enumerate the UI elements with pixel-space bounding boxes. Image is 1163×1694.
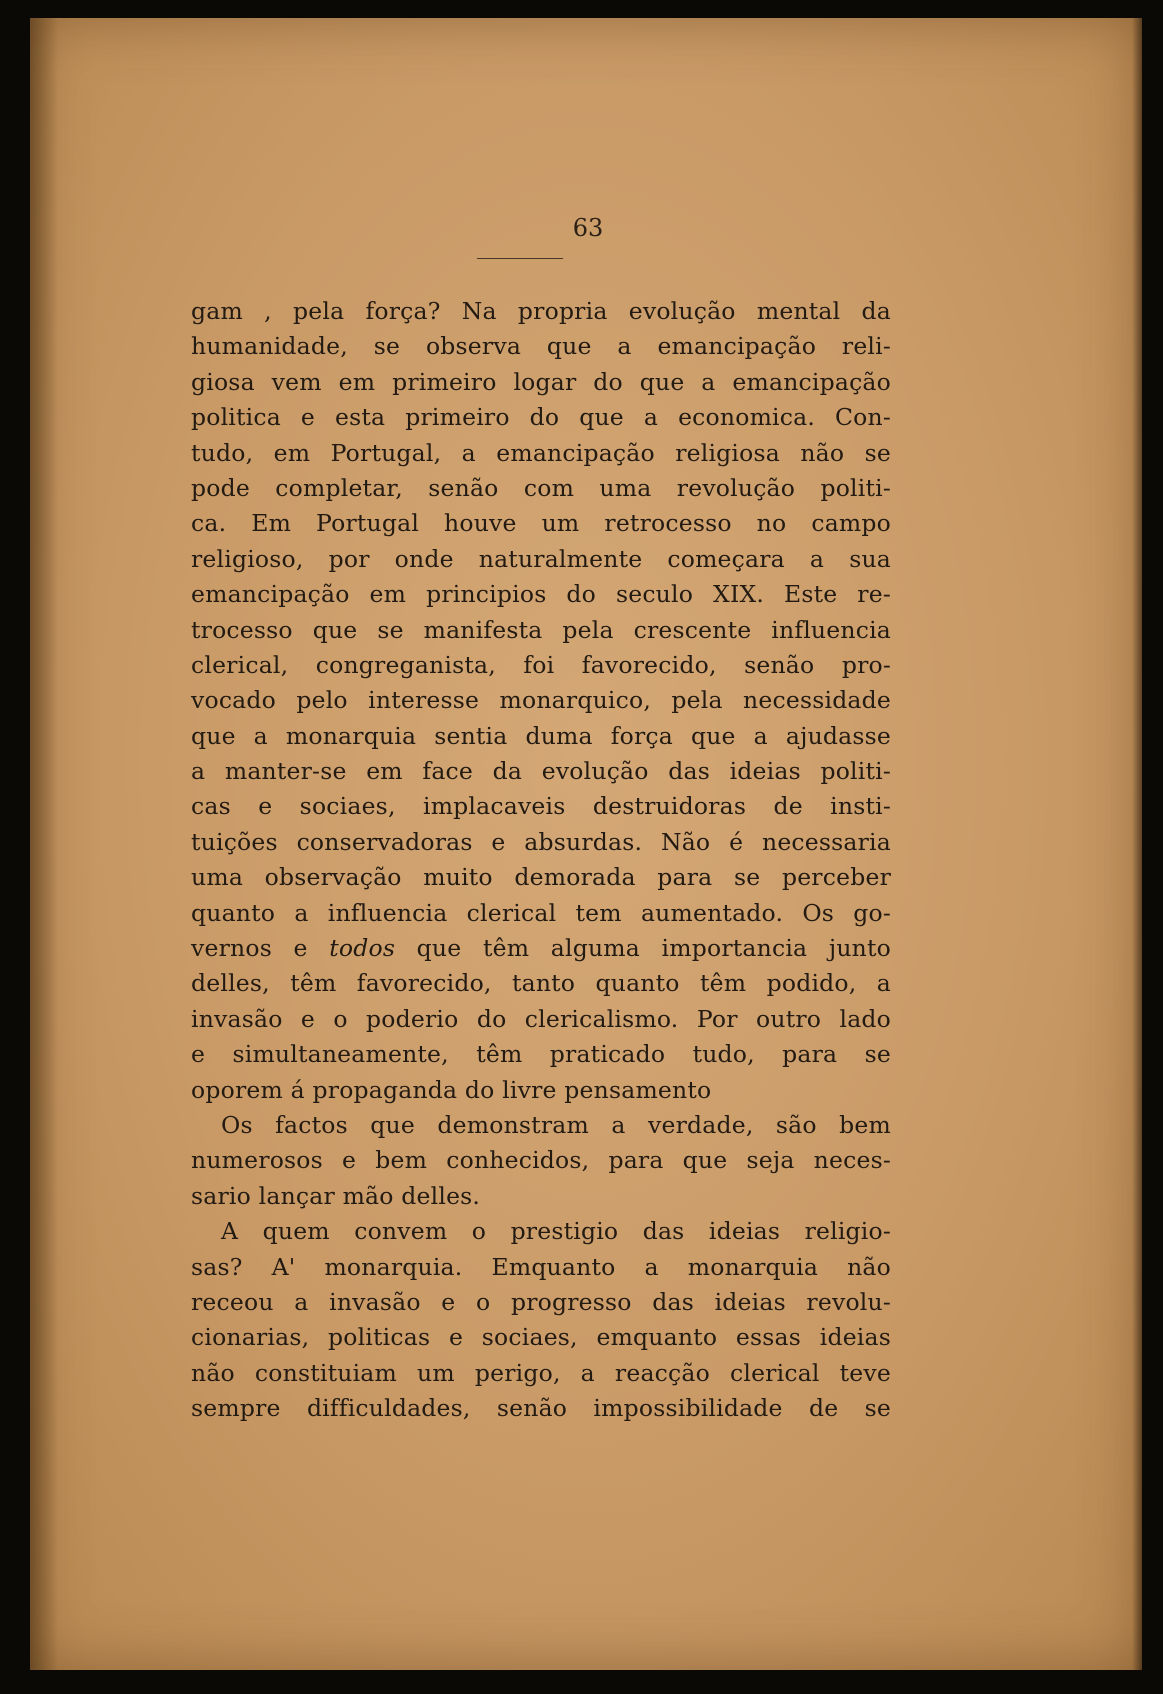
text-line: sempre difficuldades, senão impossibilidade de se xyxy=(191,1394,891,1423)
text-line: oporem á propaganda do livre pensamento xyxy=(191,1075,712,1104)
text-line: tudo, em Portugal, a emancipação religiosa não se xyxy=(191,438,891,467)
text-line: que a monarquia sentia duma força que a ajudasse xyxy=(191,721,891,750)
text-line: tuições conservadoras e absurdas. Não é necessaria xyxy=(191,827,891,856)
text-line-indented: A quem convem o prestigio das ideias religio- xyxy=(221,1217,891,1246)
text-line: humanidade, se observa que a emancipação reli- xyxy=(191,332,891,361)
text-line: vocado pelo interesse monarquico, pela necessidade xyxy=(191,686,891,715)
text-line: gam , pela força? Na propria evolução mental da xyxy=(191,297,891,325)
text-line: religioso, por onde naturalmente começara a sua xyxy=(191,544,891,573)
text-line-indented: Os factos que demonstram a verdade, são bem xyxy=(221,1110,891,1139)
text-line: sario lançar mão delles. xyxy=(191,1181,481,1210)
text-line: pode completar, senão com uma revolução politi- xyxy=(191,473,891,502)
text-line: trocesso que se manifesta pela crescente influencia xyxy=(191,615,891,644)
text-line: ca. Em Portugal houve um retrocesso no campo xyxy=(191,509,891,538)
text-line: cionarias, politicas e sociaes, emquanto essas ideias xyxy=(191,1323,891,1352)
text-line: a manter-se em face da evolução das ideias politi- xyxy=(191,757,891,786)
text-segment: vernos e xyxy=(191,934,330,963)
text-line: quanto a influencia clerical tem aumentado. Os go- xyxy=(191,898,891,927)
book-page xyxy=(30,18,1142,1670)
text-line-with-italic xyxy=(191,931,891,966)
header-rule xyxy=(477,258,563,259)
text-line: giosa vem em primeiro logar do que a emancipação xyxy=(191,367,891,396)
text-line: cas e sociaes, implacaveis destruidoras de insti- xyxy=(191,792,891,821)
text-line: clerical, congreganista, foi favorecido, senão pro- xyxy=(191,650,891,679)
body-text xyxy=(191,294,891,1427)
text-line: receou a invasão e o progresso das ideias revolu- xyxy=(191,1287,891,1316)
text-line: uma observação muito demorada para se perceber xyxy=(191,863,891,892)
text-line: e simultaneamente, têm praticado tudo, para se xyxy=(191,1040,891,1069)
text-line: emancipação em principios do seculo XIX. Este re- xyxy=(191,580,891,609)
text-line: politica e esta primeiro do que a economica. Con- xyxy=(191,403,891,432)
italic-word: todos xyxy=(329,934,396,963)
text-line: sas? A' monarquia. Emquanto a monarquia não xyxy=(191,1252,891,1281)
text-segment: que têm alguma importancia junto xyxy=(395,934,891,963)
text-line: não constituiam um perigo, a reacção clerical teve xyxy=(191,1358,891,1387)
text-line: delles, têm favorecido, tanto quanto têm podido, a xyxy=(191,969,891,998)
page-number: 63 xyxy=(572,214,604,242)
text-line: numerosos e bem conhecidos, para que seja neces- xyxy=(191,1146,891,1175)
text-line: invasão e o poderio do clericalismo. Por outro lado xyxy=(191,1004,891,1033)
